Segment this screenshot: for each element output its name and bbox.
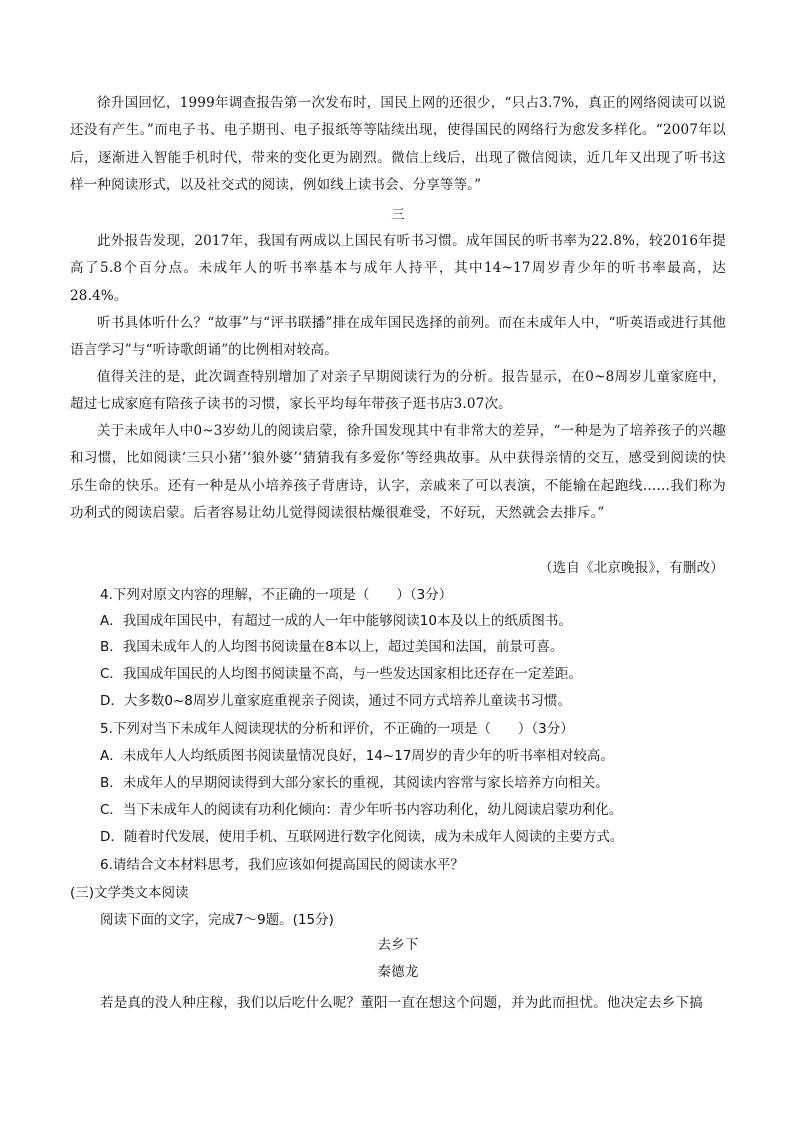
- question-5-option-c: C．当下未成年人的阅读有功利化倾向：青少年听书内容功利化，幼儿阅读启蒙功利化。: [100, 802, 623, 818]
- passage-paragraph-5: 关于未成年人中0~3岁幼儿的阅读启蒙，徐升国发现其中有非常大的差异，“一种是为了培养孩子的兴趣和习惯，比如阅读‘三只小猪’‘狼外婆’‘猜猜我有多爱你’等经典故事。从中获得亲情的交互，感受到阅读的快乐生命的快乐。还有一种是从小培养孩子背唐诗，认字，亲戚来了可以表演，不能输在起跑线……我们称为功利式的阅读启蒙。后者容易让幼儿觉得阅读很枯燥很难受，不好玩，天然就会去排斥。”: [70, 423, 726, 522]
- question-4-option-c: C．我国成年国民的人均图书阅读量不高，与一些发达国家相比还存在一定差距。: [100, 666, 582, 682]
- question-6-stem: 6.请结合文本材料思考，我们应该如何提高国民的阅读水平？: [100, 857, 464, 873]
- story-first-line: 若是真的没人种庄稼，我们以后吃什么呢？董阳一直在想这个问题，并为此而担忧。他决定去乡下搞: [100, 995, 703, 1011]
- passage-paragraph-4: 值得关注的是，此次调查特别增加了对亲子早期阅读行为的分析。报告显示，在0~8周岁儿童家庭中，超过七成家庭有陪孩子读书的习惯，家长平均每年带孩子逛书店3.07次。: [70, 369, 726, 413]
- story-title: 去乡下: [377, 937, 419, 953]
- passage-paragraph-1: 徐升国回忆，1999年调查报告第一次发布时，国民上网的还很少，“只占3.7%，真正的网络阅读可以说还没有产生。”而电子书、电子期刊、电子报纸等等陆续出现，使得国民的网络行为愈发多样化。“2007年以后，逐渐进入智能手机时代，带来的变化更为剧烈。微信上线后，出现了微信阅读，近几年又出现了听书这样一种阅读形式，以及社交式的阅读，例如线上读书会、分享等等。”: [70, 95, 726, 194]
- passage-paragraph-3: 听书具体听什么？“故事”与“评书联播”排在成年国民选择的前列。而在未成年人中，“听英语或进行其他语言学习”与“听诗歌朗诵”的比例相对较高。: [70, 315, 726, 359]
- passage-paragraph-2: 此外报告发现，2017年，我国有两成以上国民有听书习惯。成年国民的听书率为22.8%，较2016年提高了5.8个百分点。未成年人的听书率基本与成年人持平，其中14~17周岁青少年的听书率最高，达28.4%。: [70, 233, 726, 304]
- story-author: 秦德龙: [377, 964, 419, 980]
- section-mark: 三: [391, 207, 405, 223]
- question-4-option-b: B．我国未成年人的人均图书阅读量在8本以上，超过美国和法国，前景可喜。: [100, 639, 564, 655]
- question-5-option-a: A．未成年人人均纸质图书阅读量情况良好，14~17周岁的青少年的听书率相对较高。: [100, 748, 614, 764]
- section-instruction: 阅读下面的文字，完成7～9题。(15分): [100, 912, 334, 928]
- section-heading: (三)文学类文本阅读: [70, 885, 189, 901]
- question-4-stem: 4.下列对原文内容的理解，不正确的一项是（ ）（3分）: [100, 587, 453, 603]
- question-4-option-a: A．我国成年国民中，有超过一成的人一年中能够阅读10本及以上的纸质图书。: [100, 613, 572, 629]
- question-5-option-d: D．随着时代发展，使用手机、互联网进行数字化阅读，成为未成年人阅读的主要方式。: [100, 829, 624, 845]
- question-5-stem: 5.下列对当下未成年人阅读现状的分析和评价，不正确的一项是（ ）（3分）: [100, 721, 574, 737]
- question-4-option-d: D．大多数0~8周岁儿童家庭重视亲子阅读，通过不同方式培养儿童读书习惯。: [100, 693, 571, 709]
- question-5-option-b: B．未成年人的早期阅读得到大部分家长的重视，其阅读内容常与家长培养方向相关。: [100, 775, 609, 791]
- source-citation: （选自《北京晚报》，有删改）: [538, 560, 724, 576]
